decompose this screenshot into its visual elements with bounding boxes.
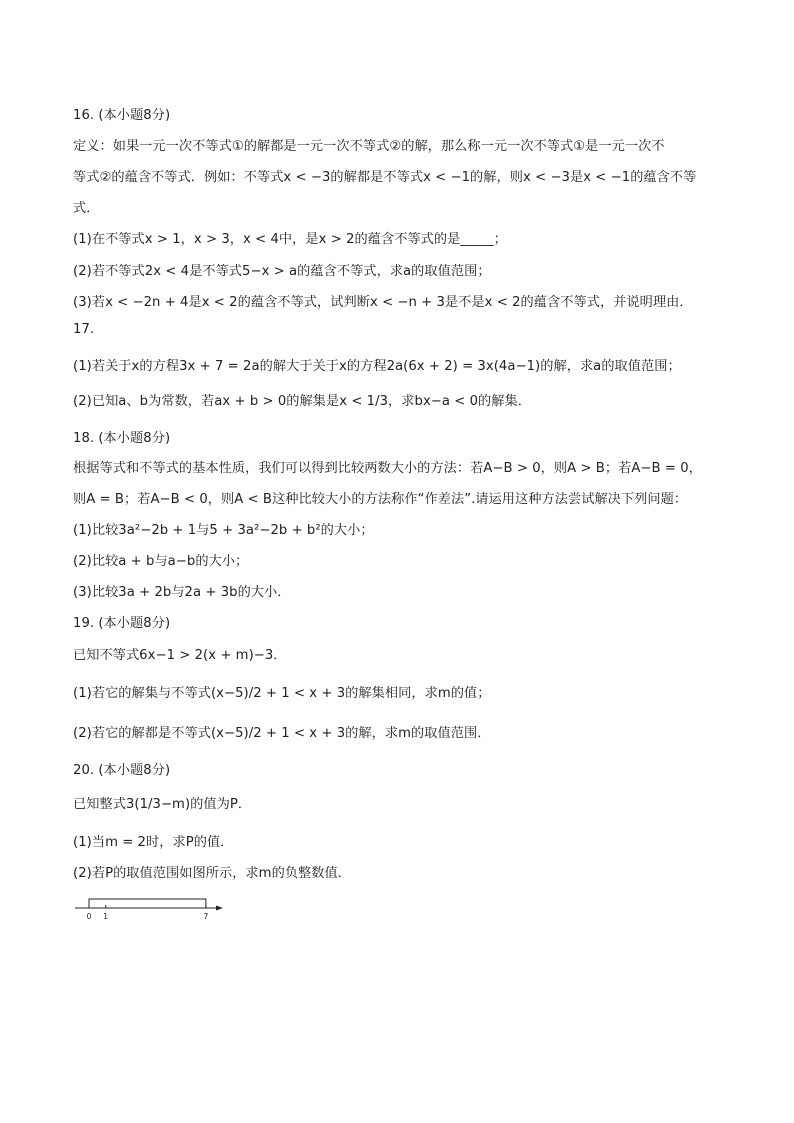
q19-part-2: (2)若它的解都是不等式(x−5)/2 + 1 < x + 3的解，求m的取值范围． [73,726,491,741]
q18-heading: 18. (本小题8分) [73,431,171,446]
q16-definition-line-3: 式． [73,201,100,216]
q18-part-1: (1)比较3a²−2b + 1与5 + 3a²−2b + b²的大小； [73,523,374,538]
number-line-range-bracket [89,899,206,908]
number-line-label: 1 [103,912,109,921]
number-line-label: 0 [86,912,92,921]
q20-heading: 20. (本小题8分) [73,763,171,778]
q17-heading: 17. [73,322,95,337]
number-line-arrow-icon [216,906,223,911]
q18-intro-line-1: 根据等式和不等式的基本性质，我们可以得到比较两数大小的方法：若A−B > 0，则A > B；若A−B = 0， [73,461,702,476]
q16-part-3: (3)若x < −2n + 4是x < 2的蕴含不等式，试判断x < −n + 3是不是x < 2的蕴含不等式，并说明理由． [73,295,693,310]
q16-definition-line-2: 等式②的蕴含不等式．例如：不等式x < −3的解都是不等式x < −1的解，则x < −3是x < −1的蕴含不等 [73,170,697,185]
q19-heading: 19. (本小题8分) [73,616,171,631]
q19-intro: 已知不等式6x−1 > 2(x + m)−3． [73,648,287,663]
q17-part-1: (1)若关于x的方程3x + 7 = 2a的解大于关于x的方程2a(6x + 2) = 3x(4a−1)的解，求a的取值范围； [73,359,681,374]
number-line-label: 7 [203,912,209,921]
q17-part-2: (2)已知a、b为常数，若ax + b > 0的解集是x < 1/3，求bx−a < 0的解集． [73,394,532,409]
q20-intro: 已知整式3(1/3−m)的值为P． [73,797,252,812]
q16-part-2: (2)若不等式2x < 4是不等式5−x > a的蕴含不等式，求a的取值范围； [73,264,491,279]
q18-part-3: (3)比较3a + 2b与2a + 3b的大小． [73,585,291,600]
q20-part-2: (2)若P的取值范围如图所示，求m的负整数值． [73,866,352,881]
number-line-figure [73,896,233,926]
q18-intro-line-2: 则A = B；若A−B < 0，则A < B这种比较大小的方法称作“作差法”.请运用这种方法尝试解决下列问题： [73,492,688,507]
q16-heading: 16. (本小题8分) [73,108,171,123]
q16-part-1: (1)在不等式x > 1，x > 3，x < 4中，是x > 2的蕴含不等式的是_____； [73,232,507,247]
q16-definition-line-1: 定义：如果一元一次不等式①的解都是一元一次不等式②的解，那么称一元一次不等式①是一元一次不 [73,139,665,154]
q19-part-1: (1)若它的解集与不等式(x−5)/2 + 1 < x + 3的解集相同，求m的值； [73,686,491,701]
q20-part-1: (1)当m = 2时，求P的值． [73,835,234,850]
q18-part-2: (2)比较a + b与a−b的大小； [73,554,249,569]
